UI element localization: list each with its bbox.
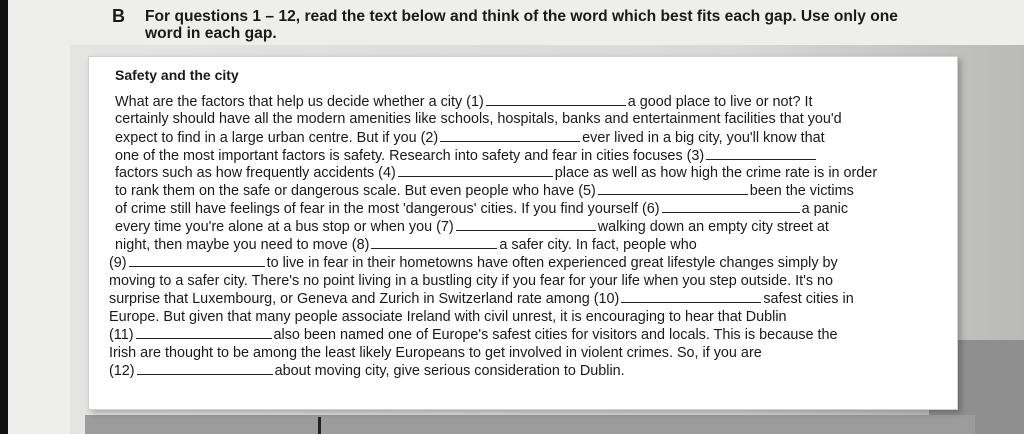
answer-gap[interactable] bbox=[598, 183, 748, 195]
passage-text: (12) bbox=[109, 363, 135, 379]
answer-gap[interactable] bbox=[371, 237, 497, 249]
passage-text: expect to find in a large urban centre. But if you (2) bbox=[115, 130, 439, 146]
passage-line bbox=[109, 309, 787, 325]
passage-text: also been named one of Europe's safest cities for visitors and locals. This is because the bbox=[273, 327, 838, 343]
answer-gap[interactable] bbox=[440, 130, 580, 142]
passage-line bbox=[109, 363, 625, 379]
passage-text: a good place to live or not? It bbox=[627, 94, 813, 110]
passage-text: night, then maybe you need to move (8) bbox=[115, 237, 370, 253]
answer-gap[interactable] bbox=[706, 148, 816, 160]
passage-text: What are the factors that help us decide whether a city (1) bbox=[115, 94, 484, 110]
answer-gap[interactable] bbox=[136, 327, 272, 339]
passage-line bbox=[115, 165, 877, 181]
passage-text: factors such as how frequently accidents (4) bbox=[115, 165, 396, 181]
passage-line bbox=[115, 94, 813, 110]
passage-text: to rank them on the safe or dangerous scale. But even people who have (5) bbox=[115, 183, 596, 199]
passage-text: every time you're alone at a bus stop or when you (7) bbox=[115, 219, 454, 235]
passage-text: of crime still have feelings of fear in the most 'dangerous' cities. If you find yourself (6) bbox=[115, 201, 660, 217]
answer-gap[interactable] bbox=[398, 165, 553, 177]
passage-line bbox=[115, 111, 842, 127]
answer-gap[interactable] bbox=[662, 201, 800, 213]
passage-text: a safer city. In fact, people who bbox=[499, 237, 697, 253]
passage-line bbox=[115, 201, 848, 217]
passage-text: surprise that Luxembourg, or Geneva and Zurich in Switzerland rate among (10) bbox=[109, 291, 620, 307]
passage-line bbox=[115, 183, 854, 199]
passage-text: one of the most important factors is safety. Research into safety and fear in cities focuses (3) bbox=[115, 148, 705, 164]
left-edge bbox=[0, 0, 8, 434]
passage-text: walking down an empty city street at bbox=[597, 219, 829, 235]
answer-gap[interactable] bbox=[486, 94, 626, 106]
passage-line bbox=[109, 273, 833, 289]
bottom-strip bbox=[85, 415, 975, 434]
passage-line bbox=[115, 148, 818, 164]
answer-gap[interactable] bbox=[456, 219, 596, 231]
passage-title: Safety and the city bbox=[115, 67, 239, 83]
answer-gap[interactable] bbox=[621, 291, 761, 303]
passage-text: (11) bbox=[109, 327, 134, 343]
passage-line bbox=[115, 130, 825, 146]
passage-text: about moving city, give serious consideration to Dublin. bbox=[274, 363, 625, 379]
passage-text: been the victims bbox=[749, 183, 854, 199]
passage-text: Irish are thought to be among the least likely Europeans to get involved in violent crimes. So, if you are bbox=[109, 345, 762, 361]
passage-line bbox=[109, 345, 762, 361]
instruction bbox=[112, 8, 912, 42]
passage-text: safest cities in bbox=[763, 291, 854, 307]
passage-text: Europe. But given that many people associate Ireland with civil unrest, it is encouraging to hear that Dublin bbox=[109, 309, 787, 325]
passage-line bbox=[109, 255, 838, 271]
passage-text: (9) bbox=[109, 255, 127, 271]
answer-gap[interactable] bbox=[129, 255, 265, 267]
passage-card bbox=[88, 56, 958, 410]
passage-line bbox=[115, 237, 697, 253]
instruction-text: For questions 1 – 12, read the text below and think of the word which best fits each gap. Use only one word in each gap. bbox=[145, 8, 898, 42]
passage-text: to live in fear in their hometowns have often experienced great lifestyle changes simply by bbox=[266, 255, 838, 271]
section-letter: B bbox=[112, 6, 125, 26]
passage-text: place as well as how high the crime rate is in order bbox=[554, 165, 878, 181]
passage-text: a panic bbox=[801, 201, 849, 217]
passage-text: moving to a safer city. There's no point living in a bustling city if you fear for your life when you step outside. It's no bbox=[109, 273, 834, 289]
passage-text: ever lived in a big city, you'll know that bbox=[582, 130, 825, 146]
passage-line bbox=[109, 327, 838, 343]
bottom-mark bbox=[318, 417, 321, 434]
answer-gap[interactable] bbox=[137, 363, 273, 375]
passage-line bbox=[109, 291, 854, 307]
passage-text: certainly should have all the modern amenities like schools, hospitals, banks and entertainment facilities that you'd bbox=[115, 111, 842, 127]
passage-line bbox=[115, 219, 829, 235]
